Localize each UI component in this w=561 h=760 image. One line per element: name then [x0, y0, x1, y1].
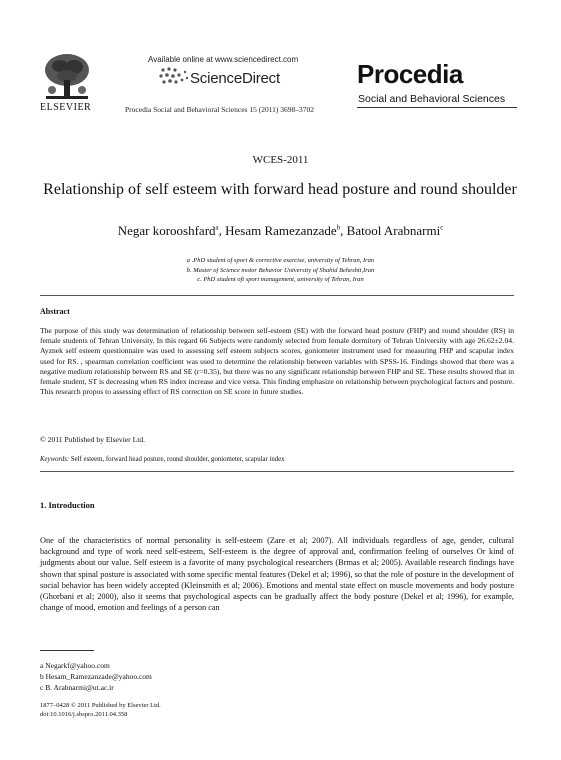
- procedia-wordmark: Procedia: [357, 59, 463, 89]
- keywords-line: [40, 456, 285, 463]
- copyright-line: © 2011 Published by Elsevier Ltd.: [40, 435, 146, 444]
- author-name: Hesam Ramezanzade: [225, 223, 337, 238]
- issn-line: 1877–0428 © 2011 Published by Elsevier Ltd.: [40, 702, 161, 709]
- affiliation-line: b. Master of Science motor Behavior University of Shahid Beheshti,Iran: [186, 266, 375, 274]
- sciencedirect-wordmark: ScienceDirect: [190, 70, 280, 87]
- affiliations: [0, 256, 561, 285]
- elsevier-tree-logo-icon: [40, 52, 94, 102]
- introduction-text: One of the characteristics of normal personality is self-esteem (Zare et al; 2007). All individuals regardless of age, gender, cultural background and type of work need self-esteem, Self-esteem is the degree of approval and, confirmation feeling of ourselves Or kind of judgments about our value. Self esteem is a favorite of many psychological researchers (Brmas et al; 2005). Available research findings have shown that spinal posture is associated with some specific mental features (Dekel et al; 1996), so that the role of posture in the development of social behavior has been widely accepted (Kleinsmith et al; 2006). Emotions and mental state effect on muscle movements and body posture (Ghorbani et al; 2000), also it seems that psychological aspects can be gradually affect the body posture (Dekel et al; 1996), for example, change of mood, emotion and feelings of a person can: [40, 536, 514, 613]
- available-online-text: Available online at www.sciencedirect.com: [148, 55, 299, 64]
- author-mark: b: [336, 223, 341, 232]
- issn-block: [40, 701, 161, 719]
- paper-title: Relationship of self esteem with forward head posture and round shoulder: [43, 181, 517, 198]
- footnotes: [40, 660, 152, 693]
- procedia-underline: [357, 107, 517, 108]
- author-name: Negar korooshfard: [117, 223, 216, 238]
- author-mark: a: [215, 223, 219, 232]
- journal-citation: Procedia Social and Behavioral Sciences 15 (2011) 3698–3702: [125, 105, 315, 114]
- footnote-email[interactable]: b Hesam_Ramezanzade@yahoo.com: [40, 672, 152, 681]
- section-heading-introduction: 1. Introduction: [40, 500, 95, 510]
- footnote-email[interactable]: a Negarkf@yahoo.com: [40, 661, 110, 670]
- author-mark: c: [440, 223, 444, 232]
- affiliation-line: a .PhD student of sport & corrective exercise, university of Tehran, Iran: [186, 257, 375, 264]
- author-name: Batool Arabnarmi: [346, 223, 441, 238]
- footnote-rule: [40, 650, 94, 651]
- author-list: Negar korooshfard$^a$, Hesam Ramezanzade$^b$, Batool Arabnarmi$^c$: [117, 223, 444, 238]
- doi-line[interactable]: doi:10.1016/j.sbspro.2011.04.358: [40, 711, 128, 718]
- keywords-text: Self esteem, forward head posture, round shoulder, goniometer, scapular index: [69, 456, 285, 463]
- divider-bottom: [40, 471, 514, 472]
- sciencedirect-dots-icon: [157, 66, 191, 88]
- procedia-subtitle: Social and Behavioral Sciences: [358, 93, 506, 105]
- conference-name: WCES-2011: [252, 154, 309, 166]
- abstract-text: The purpose of this study was determination of relationship between self-esteem (SE) with the forward head posture (FHP) and round shoulder (RS) in female students of Tehran University. In this regard 66 Subjects were randomly selected from female dormitory of Tehran University with age 26.62±2.04. Ayznek self esteem questionnaire was used to assessing self esteem subjects scores, goniometer instrument used for measuring FHP and scapular index used for RS. , spearman correlation coefficient was used to determine the relationship between variables with SPSS-16. Findings showed that there was a negative medium relationship between RS and SE (r=0.35), but there was no any significant relationship between FHP and SE. These results showed that in female student, ST is decreasing when RS index increase and vice versa. This finding emphasize on relationship between psychological factors and posture. This research propos to assessing effect of RS correction on SE score in future studies.: [40, 326, 514, 397]
- footnote-email[interactable]: c B. Arabnarmi@ut.ac.ir: [40, 683, 114, 692]
- affiliation-line: c. PhD student oft sport management, university of Tehran, Iran: [197, 276, 364, 283]
- keywords-label: Keywords:: [40, 456, 70, 463]
- publisher-name: ELSEVIER: [40, 102, 92, 113]
- divider-top: [40, 295, 514, 296]
- abstract-heading: Abstract: [40, 307, 70, 316]
